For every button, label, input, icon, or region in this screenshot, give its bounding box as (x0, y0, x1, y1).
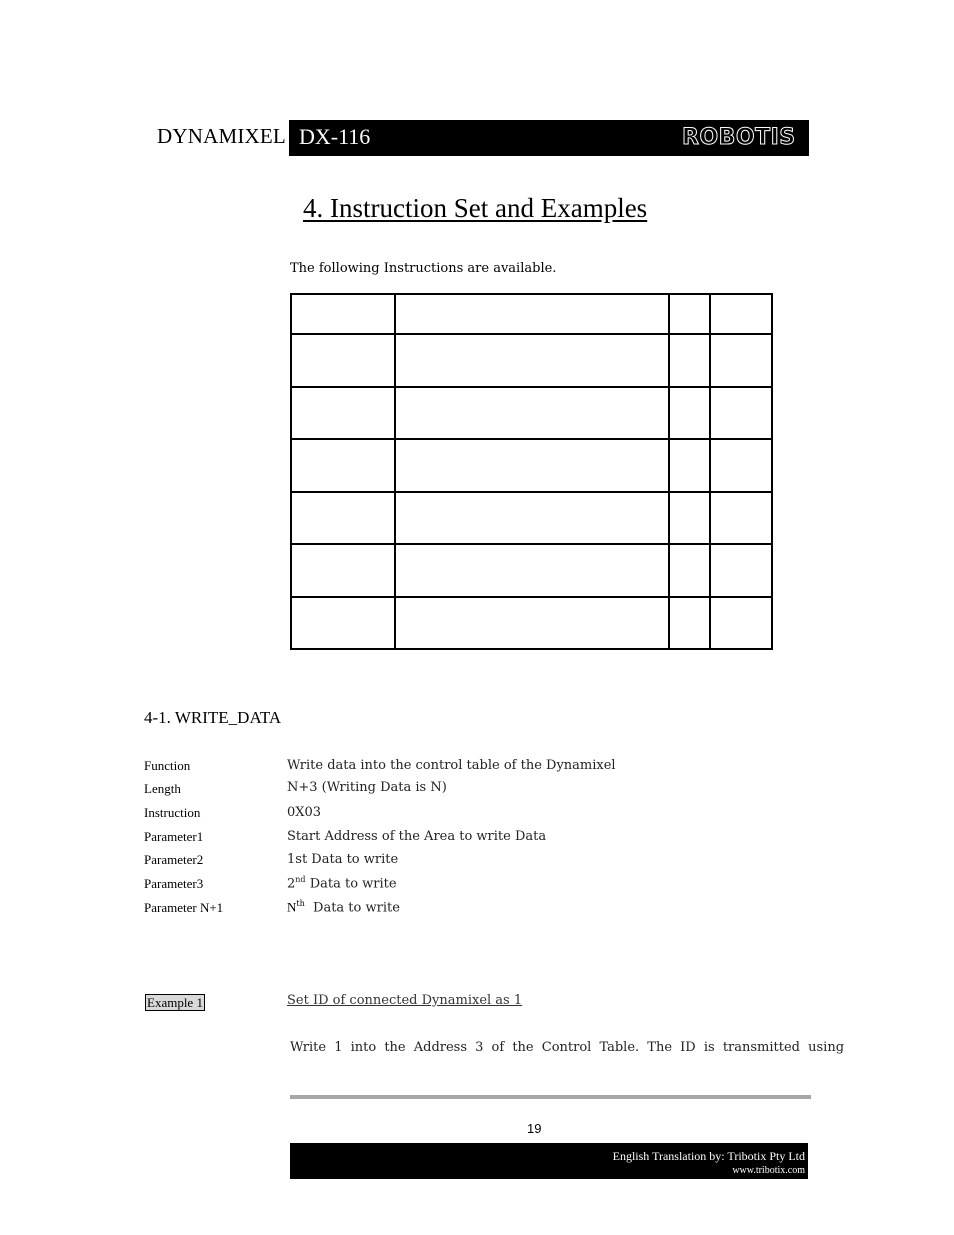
param-label-parameter-n: Parameter N+1 (144, 900, 224, 915)
table-cell (395, 597, 669, 649)
table-cell (395, 544, 669, 596)
param-value-function: Write data into the control table of the Dynamixel (287, 758, 616, 773)
model-name: DX-116 (299, 124, 371, 149)
page-number: 19 (527, 1121, 542, 1136)
table-cell (710, 294, 772, 334)
table-cell (291, 492, 395, 544)
table-row (291, 597, 772, 649)
param-value-sup: th (296, 899, 305, 908)
footer-credit: English Translation by: Tribotix Pty Ltd (612, 1149, 805, 1163)
robotis-logo: ROBOTIS (682, 125, 796, 150)
param-value-sup: nd (295, 875, 306, 884)
example-title: Set ID of connected Dynamixel as 1 (287, 993, 523, 1008)
param-value-post: Data to write (304, 900, 400, 916)
param-label-parameter1: Parameter1 (144, 829, 204, 844)
table-cell (669, 294, 710, 334)
page-title: 4. Instruction Set and Examples (303, 193, 648, 223)
footer-divider (290, 1095, 811, 1099)
param-value-parameter2: 1st Data to write (287, 852, 399, 867)
table-cell (291, 294, 395, 334)
table-header-row (291, 294, 772, 334)
instruction-table (290, 293, 773, 650)
param-value-parameter3 (287, 875, 397, 891)
param-label-function: Function (144, 758, 191, 773)
table-cell (710, 544, 772, 596)
section-heading: 4-1. WRITE_DATA (144, 708, 282, 727)
table-cell (395, 439, 669, 491)
param-value-pre: N (287, 899, 297, 915)
brand-name: DYNAMIXEL (157, 124, 286, 148)
table-cell (710, 597, 772, 649)
param-label-length: Length (144, 781, 181, 796)
table-row (291, 492, 772, 544)
table-row (291, 544, 772, 596)
table-row (291, 387, 772, 439)
table-row (291, 334, 772, 386)
table-cell (710, 439, 772, 491)
table-cell (710, 492, 772, 544)
table-cell (395, 334, 669, 386)
table-cell (669, 597, 710, 649)
param-value-post: Data to write (305, 876, 397, 892)
table-cell (291, 439, 395, 491)
table-cell (395, 387, 669, 439)
table-cell (669, 334, 710, 386)
param-value-pre: 2 (287, 876, 296, 892)
table-cell (395, 294, 669, 334)
table-cell (669, 544, 710, 596)
table-cell (710, 334, 772, 386)
footer-url: www.tribotix.com (732, 1165, 805, 1176)
intro-text: The following Instructions are available. (290, 261, 557, 276)
table-cell (669, 439, 710, 491)
param-value-parameter1: Start Address of the Area to write Data (287, 829, 547, 844)
example-label: Example 1 (147, 995, 203, 1010)
param-value-length: N+3 (Writing Data is N) (287, 780, 447, 795)
table-cell (710, 387, 772, 439)
table-cell (291, 387, 395, 439)
table-cell (291, 334, 395, 386)
param-value-parameter-n (287, 899, 400, 915)
table-cell (291, 597, 395, 649)
table-cell (291, 544, 395, 596)
param-value-instruction: 0X03 (287, 805, 322, 820)
table-cell (395, 492, 669, 544)
param-label-instruction: Instruction (144, 805, 201, 820)
param-label-parameter3: Parameter3 (144, 876, 204, 891)
param-label-parameter2: Parameter2 (144, 852, 204, 867)
table-cell (669, 492, 710, 544)
example-description: Write 1 into the Address 3 of the Control Table. The ID is transmitted using (290, 1040, 845, 1055)
table-row (291, 439, 772, 491)
table-cell (669, 387, 710, 439)
